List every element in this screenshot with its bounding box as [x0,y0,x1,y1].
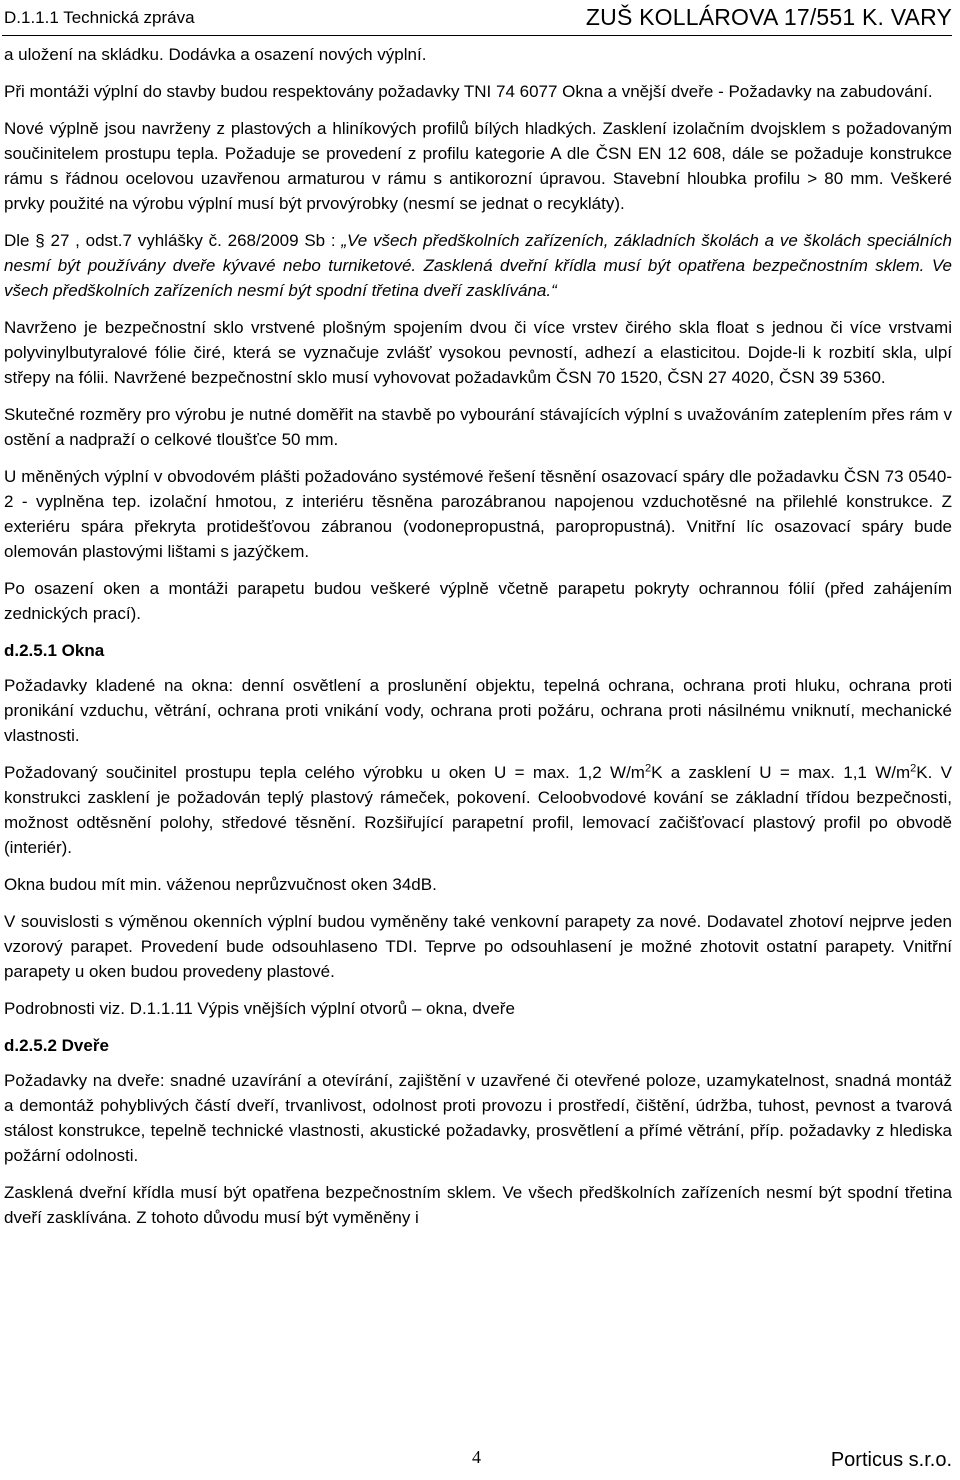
paragraph: U měněných výplní v obvodovém plášti požadováno systémové řešení těsnění osazovací spáry dle požadavku ČSN 73 0540-2 - vyplněna tep. izolační hmotou, z interiéru těsněna parozábranou napojenou vzduchotěsné na přilehlé konstrukce. Z exteriéru spára překryta protidešťovou zábranou (vodonepropustná, paropropustná). Vnitřní líc osazovací spáry bude olemován plastovými lištami s jazýčkem. [4,467,952,561]
text-segment: K. V konstrukci zasklení je požadován teplý plastový rámeček, pokovení. Celoobvodové kování se základní třídou bezpečnosti, možnost odtěsnění polohy, středové těsnění. Rozšiřující parapetní profil, lemovací začišťovací plastový profil po obvodě (interiér). [4,763,953,857]
document-body [4,42,952,1242]
legal-quote: „Ve všech předškolních zařízeních, základních školách a ve školách speciálních nesmí být používány dveře kývavé nebo turniketové. Zasklená dveřní křídla musí být opatřena bezpečnostním sklem. Ve všech předškolních zařízeních nesmí být spodní třetina dveří zasklívána.“ [4,231,952,300]
section-heading-okna: d.2.5.1 Okna [4,641,105,660]
superscript: 2 [644,762,652,775]
paragraph: Zasklená dveřní křídla musí být opatřena bezpečnostním sklem. Ve všech předškolních zařízeních nesmí být spodní třetina dveří zasklívána. Z tohoto důvodu musí být vyměněny i [4,1183,952,1227]
superscript: 2 [910,762,917,775]
paragraph: Po osazení oken a montáži parapetu budou veškeré výplně včetně parapetu pokryty ochrannou fólií (před zahájením zednických prací). [4,579,952,623]
paragraph: Při montáži výplní do stavby budou respektovány požadavky TNI 74 6077 Okna a vnější dveře - Požadavky na zabudování. [4,82,933,101]
paragraph-u-values [4,760,952,860]
header-project-name: ZUŠ KOLLÁROVA 17/551 K. VARY [585,4,952,30]
header-divider [2,35,952,36]
paragraph: Skutečné rozměry pro výrobu je nutné doměřit na stavbě po vybourání stávajících výplní s uvažováním zateplením přes rám v ostění a nadpraží o celkové tloušťce 50 mm. [4,405,952,449]
footer-company: Porticus s.r.o. [830,1449,952,1471]
text-segment: Požadovaný součinitel prostupu tepla celého výrobku u oken U = max. 1,2 W/m [4,763,645,782]
paragraph: V souvislosti s výměnou okenních výplní budou vyměněny také venkovní parapety za nové. Dodavatel zhotoví nejprve jeden vzorový parapet. Provedení bude odsouhlaseno TDI. Teprve po odsouhlasení je možné zhotovit ostatní parapety. Vnitřní parapety u oken budou provedeny plastové. [4,912,952,981]
paragraph: a uložení na skládku. Dodávka a osazení nových výplní. [4,45,427,64]
paragraph: Podrobnosti viz. D.1.1.11 Výpis vnějších výplní otvorů – okna, dveře [4,999,515,1018]
paragraph: Navrženo je bezpečnostní sklo vrstvené plošným spojením dvou či více vrstev čirého skla float s jednou či více vrstvami polyvinylbutyralové fólie čiré, která se vyznačuje zvlášť vysokou pevností, adhezí a elasticitou. Dojde-li k rozbití skla, ulpí střepy na fólii. Navržené bezpečnostní sklo musí vyhovovat požadavkům ČSN 70 1520, ČSN 27 4020, ČSN 39 5360. [4,318,952,387]
paragraph: Nové výplně jsou navrženy z plastových a hliníkových profilů bílých hladkých. Zasklení izolačním dvojsklem s požadovaným součinitelem prostupu tepla. Požaduje se provedení z profilu kategorie A dle ČSN EN 12 608, dále se požaduje konstrukce rámu s řádnou ocelovou uzavřenou armaturou v rámu s antikorozní úpravou. Stavební hloubka profilu > 80 mm. Veškeré prvky použité na výrobu výplní musí být prvovýrobky (nesmí se jednat o recykláty). [4,119,952,213]
page-number: 4 [472,1447,481,1467]
paragraph: Požadavky kladené na okna: denní osvětlení a proslunění objektu, tepelná ochrana, ochrana proti hluku, ochrana proti pronikání vzduchu, větrání, ochrana proti vnikání vody, ochrana proti požáru, ochrana proti násilnému vniknutí, mechanické vlastnosti. [4,676,952,745]
legal-reference: Dle § 27 , odst.7 vyhlášky č. 268/2009 Sb : [4,231,342,250]
paragraph: Okna budou mít min. váženou neprůzvučnost oken 34dB. [4,875,437,894]
header-document-title: D.1.1.1 Technická zpráva [4,8,195,27]
section-heading-dvere: d.2.5.2 Dveře [4,1036,109,1055]
text-segment: K a zasklení U = max. 1,1 W/m [651,763,911,782]
paragraph-legal-quote [4,228,952,303]
paragraph: Požadavky na dveře: snadné uzavírání a otevírání, zajištění v uzavřené či otevřené poloze, uzamykatelnost, snadná montáž a demontáž pohyblivých částí dveří, trvanlivost, odolnost proti provozu i prostředí, čištění, údržba, tuhost, pevnost a tvarová stálost konstrukce, tepelně technické vlastnosti, akustické požadavky, prosvětlení a přímé větrání, příp. požadavky z hlediska požární odolnosti. [4,1071,952,1165]
